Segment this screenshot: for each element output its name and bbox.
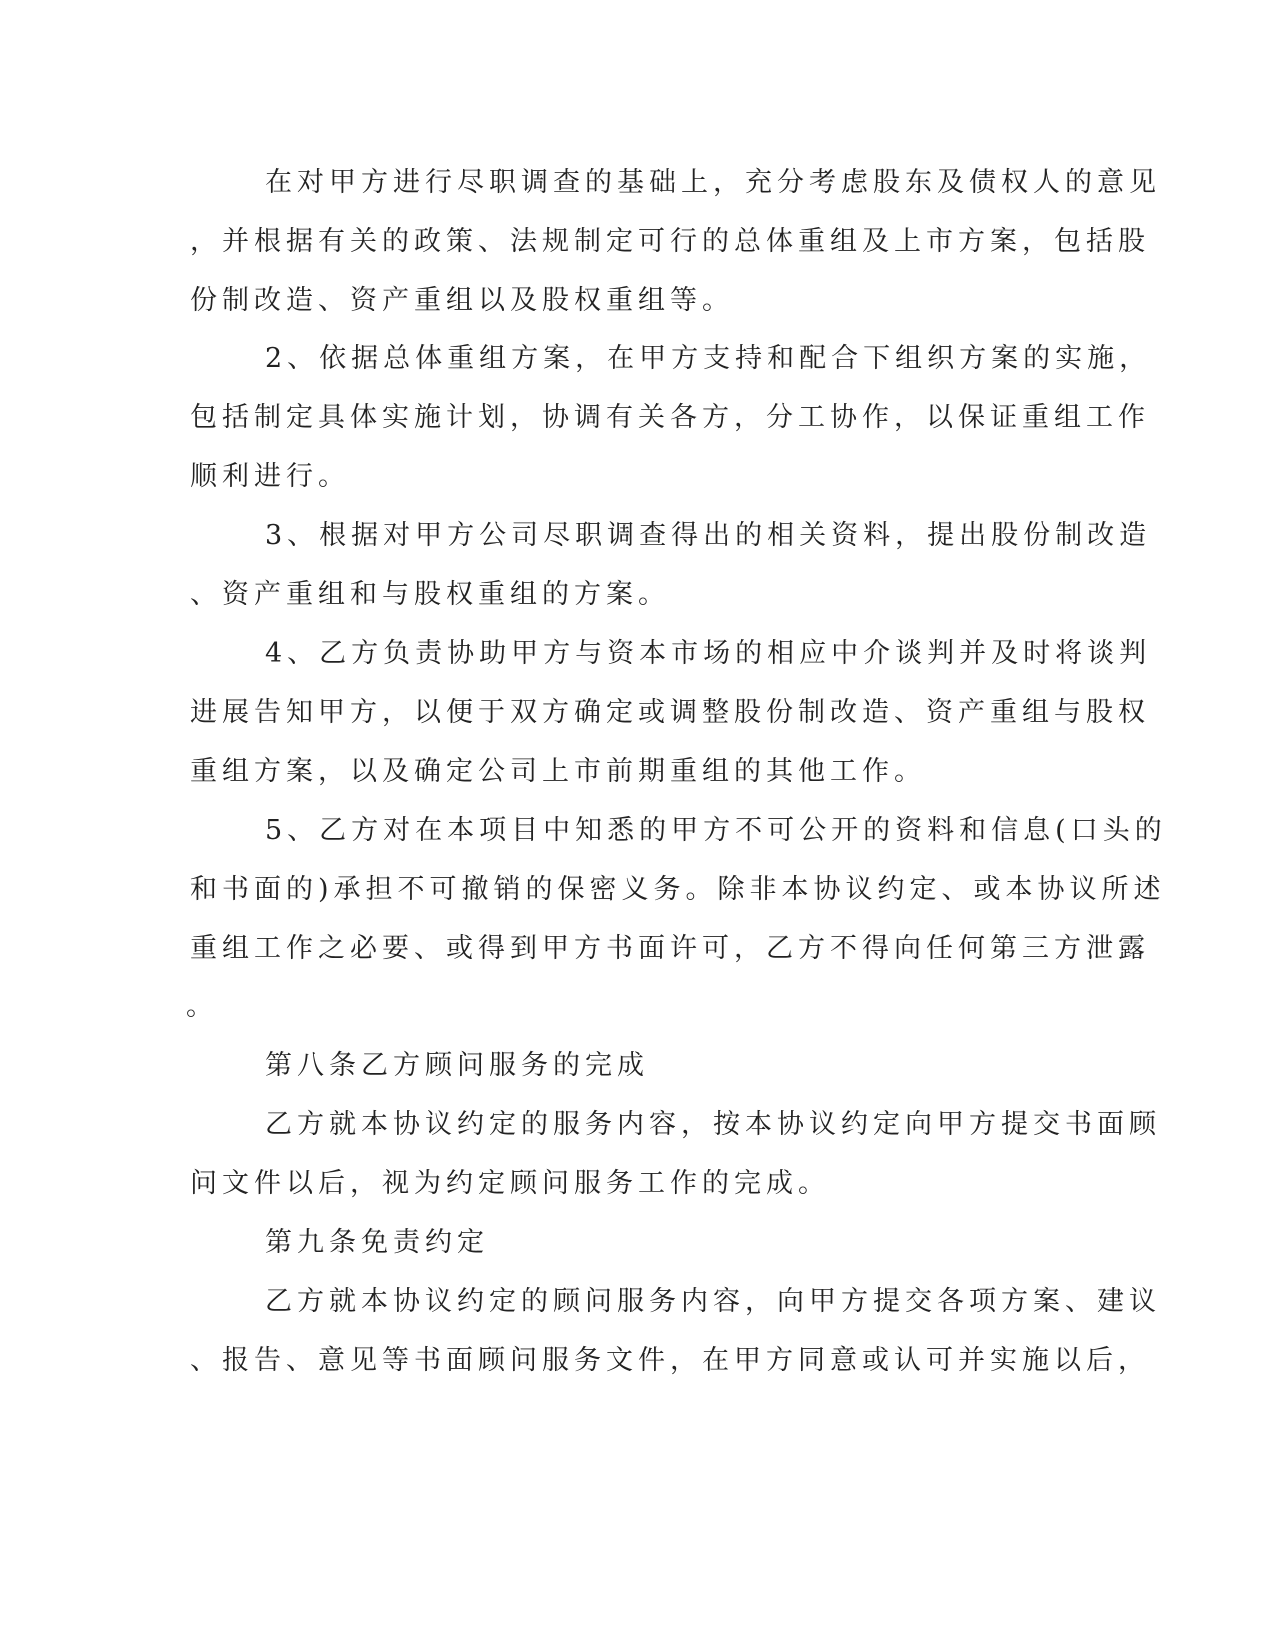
section-heading: 第八条乙方顾问服务的完成 bbox=[265, 1050, 649, 1081]
text-line: 进展告知甲方，以便于双方确定或调整股份制改造、资产重组与股权 bbox=[190, 697, 1150, 728]
text-line: ，并根据有关的政策、法规制定可行的总体重组及上市方案，包括股 bbox=[190, 226, 1150, 257]
text-line: 包括制定具体实施计划，协调有关各方，分工协作，以保证重组工作 bbox=[190, 402, 1150, 433]
text-line: 4、乙方负责协助甲方与资本市场的相应中介谈判并及时将谈判 bbox=[265, 638, 1152, 669]
text-line: 2、依据总体重组方案，在甲方支持和配合下组织方案的实施， bbox=[265, 343, 1152, 374]
text-line: 重组方案，以及确定公司上市前期重组的其他工作。 bbox=[190, 756, 926, 787]
text-line: 问文件以后，视为约定顾问服务工作的完成。 bbox=[190, 1168, 830, 1199]
text-line: 5、乙方对在本项目中知悉的甲方不可公开的资料和信息(口头的 bbox=[265, 815, 1167, 846]
text-line: 、资产重组和与股权重组的方案。 bbox=[190, 579, 670, 610]
text-line: 乙方就本协议约定的顾问服务内容，向甲方提交各项方案、建议 bbox=[265, 1286, 1161, 1317]
section-heading: 第九条免责约定 bbox=[265, 1227, 489, 1258]
text-line: 在对甲方进行尽职调查的基础上，充分考虑股东及债权人的意见 bbox=[265, 167, 1161, 198]
text-line: 3、根据对甲方公司尽职调查得出的相关资料，提出股份制改造 bbox=[265, 520, 1152, 551]
text-line: 。 bbox=[186, 991, 218, 1022]
text-line: 顺利进行。 bbox=[190, 461, 350, 492]
text-line: 乙方就本协议约定的服务内容，按本协议约定向甲方提交书面顾 bbox=[265, 1109, 1161, 1140]
text-line: 和书面的)承担不可撤销的保密义务。除非本协议约定、或本协议所述 bbox=[190, 874, 1166, 905]
text-line: 、报告、意见等书面顾问服务文件，在甲方同意或认可并实施以后， bbox=[190, 1345, 1150, 1376]
text-line: 份制改造、资产重组以及股权重组等。 bbox=[190, 285, 734, 316]
text-line: 重组工作之必要、或得到甲方书面许可，乙方不得向任何第三方泄露 bbox=[190, 933, 1150, 964]
